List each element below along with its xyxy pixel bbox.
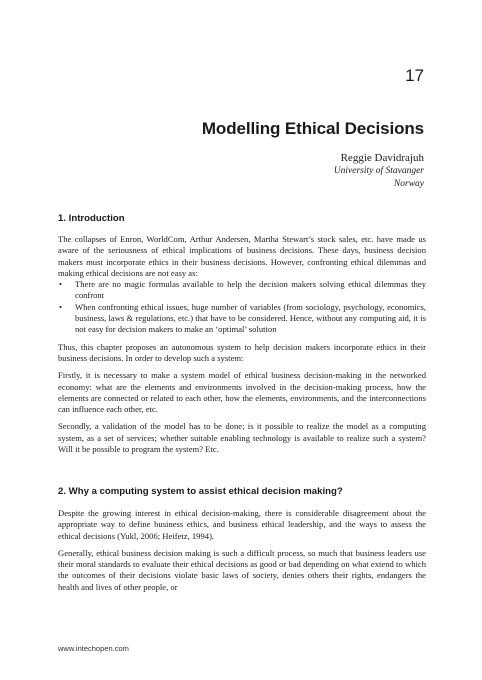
footer-url: www.intechopen.com [58, 644, 129, 653]
list-item [58, 302, 426, 336]
section-heading-why-computing: 2. Why a computing system to assist ethical decision making? [58, 486, 343, 497]
introduction-body [58, 234, 426, 455]
intro-bullet-list [58, 279, 426, 335]
paragraph: Despite the growing interest in ethical decision-making, there is considerable disagreement about the appropriate way to define business ethics, and business ethical leadership, and the ways to assess the ethical decisions (Yukl, 2006; Heifetz, 1994). [58, 508, 426, 541]
paragraph: Thus, this chapter proposes an autonomous system to help decision makers incorporate ethics in their business decisions. In order to develop such a system: [58, 341, 426, 363]
chapter-number: 17 [405, 66, 424, 85]
author-country: Norway [393, 179, 424, 189]
list-item [58, 279, 426, 302]
bullet-icon: • [59, 301, 63, 312]
chapter-title: Modelling Ethical Decisions [201, 119, 424, 138]
paragraph: Secondly, a validation of the model has to be done; is it possible to realize the model as a computing system, as a set of services; whether suitable enabling technology is available to realize such a system? Will it be possible to program the system? Etc. [58, 421, 426, 455]
paragraph: Generally, ethical business decision making is such a difficult process, so much that business leaders use their moral standards to evaluate their ethical decisions as good or bad depending on what extend to which the outcomes of their decisions violate basic laws of society, denies others their rights, endangers the health and lives of other people, or [58, 547, 426, 592]
author-affiliation: University of Stavanger [333, 166, 424, 176]
section-heading-introduction: 1. Introduction [58, 213, 125, 224]
section-2-body [58, 508, 426, 593]
author-block [334, 152, 424, 191]
bullet-icon: • [59, 279, 63, 290]
author-name: Reggie Davidrajuh [340, 152, 424, 164]
paragraph: Firstly, it is necessary to make a system model of ethical business decision-making in the networked economy: what are the elements and environments involved in the decision-making process, how the elements are connected or related to each other, how the elements, environments, and the interconnections can influence each other, etc. [58, 370, 426, 415]
list-item-text: There are no magic formulas available to help the decision makers solving ethical dilemmas they confront [75, 279, 426, 301]
intro-paragraph: The collapses of Enron, WorldCom, Arthur Andersen, Martha Stewart’s stock sales, etc. have made us aware of the seriousness of ethical implications of business decisions. These days, business decision makers must incorporate ethics in their business decisions. However, confronting ethical dilemmas and making ethical decisions are not easy as: [58, 234, 426, 278]
list-item-text: When confronting ethical issues, huge number of variables (from sociology, psychology, economics, business, laws & regulations, etc.) that have to be considered. Hence, without any computing aid, it is not easy for decision makers to make an ‘optimal’ solution [75, 301, 426, 335]
